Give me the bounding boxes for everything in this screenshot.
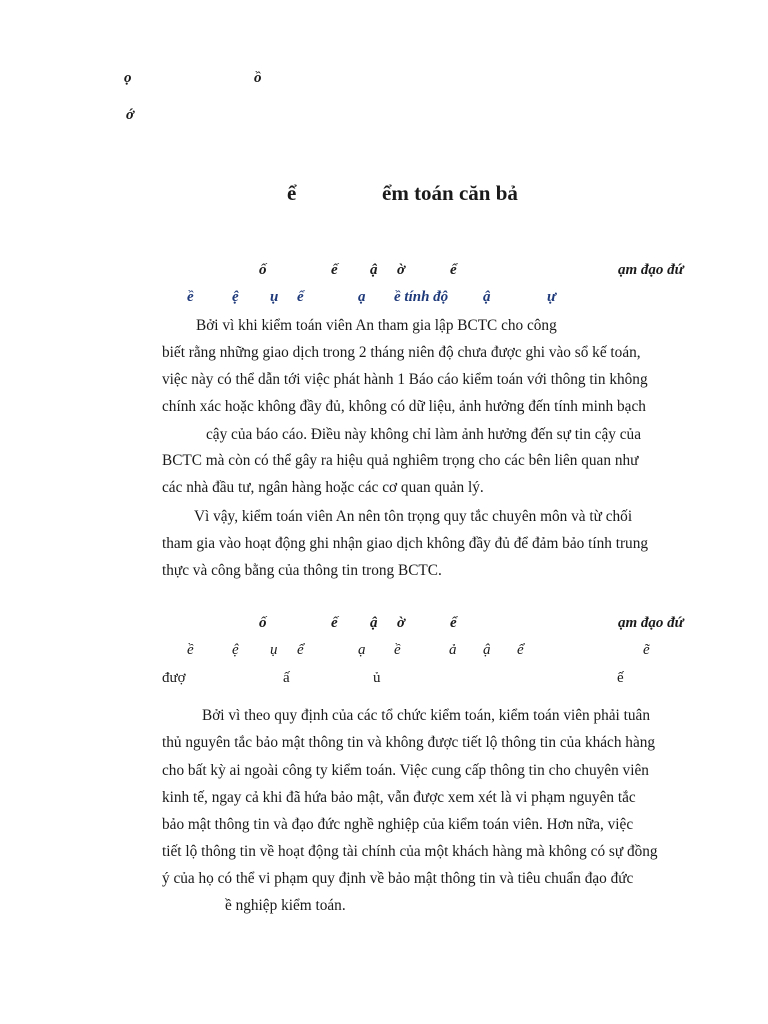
- question-subheading-fragment: ể: [517, 642, 524, 658]
- answer-line: thực và công bằng của thông tin trong BCTC.: [162, 562, 442, 579]
- answer-line: chính xác hoặc không đầy đủ, không có dữ liệu, ảnh hưởng đến tính minh bạch: [162, 398, 646, 415]
- answer-line: kinh tế, ngay cả khi đã hứa bảo mật, vẫn được xem xét là vi phạm nguyên tắc: [162, 789, 636, 806]
- question-heading-fragment: ậ: [370, 262, 378, 278]
- answer-line: Vì vậy, kiểm toán viên An nên tôn trọng quy tắc chuyên môn và từ chối: [194, 508, 633, 525]
- page-title: ểm toán căn bả: [382, 181, 518, 205]
- answer-line: biết rằng những giao dịch trong 2 tháng niên độ chưa được ghi vào sổ kế toán,: [162, 344, 641, 361]
- question-heading-fragment: ể: [450, 615, 457, 631]
- question-heading-fragment: ố: [259, 615, 267, 631]
- header-fragment: ồ: [254, 70, 262, 86]
- question-subheading-fragment: ạ: [358, 289, 366, 305]
- question-heading-fragment: ế: [331, 615, 338, 631]
- question-subheading-fragment: ệ: [232, 642, 239, 658]
- question-heading-fragment: ờ: [397, 615, 406, 631]
- answer-line: ý của họ có thể vi phạm quy định về bảo mật thông tin và tiêu chuẩn đạo đức: [162, 870, 634, 887]
- question-subheading-fragment: ậ: [483, 642, 491, 658]
- question-subheading-fragment: ụ: [270, 642, 278, 658]
- answer-line: việc này có thể dẫn tới việc phát hành 1 Báo cáo kiểm toán với thông tin không: [162, 371, 648, 388]
- question-heading-fragment: ố: [259, 262, 267, 278]
- question-subheading-fragment: ụ: [270, 289, 279, 305]
- question-heading-fragment: ế: [331, 262, 338, 278]
- answer-line: BCTC mà còn có thể gây ra hiệu quả nghiêm trọng cho các bên liên quan như: [162, 452, 639, 469]
- header-fragment: ớ: [126, 107, 135, 123]
- question-subheading-fragment: ề: [187, 289, 194, 305]
- question-heading-fragment: ậ: [370, 615, 378, 631]
- question-heading-fragment: ể: [450, 262, 457, 278]
- question-heading-fragment: ờ: [397, 262, 406, 278]
- answer-line: ề nghiệp kiểm toán.: [225, 897, 346, 914]
- question-subheading-fragment: ề: [187, 642, 194, 658]
- answer-line: Bởi vì theo quy định của các tổ chức kiểm toán, kiểm toán viên phải tuân: [202, 707, 650, 724]
- question-subheading-fragment: ậ: [483, 289, 491, 305]
- answer-line: thủ nguyên tắc bảo mật thông tin và không được tiết lộ thông tin của khách hàng: [162, 734, 656, 751]
- header-fragment: ọ: [124, 70, 132, 86]
- answer-line: bảo mật thông tin và đạo đức nghề nghiệp của kiểm toán viên. Hơn nữa, việc: [162, 816, 634, 833]
- question-subheading-fragment: ự: [547, 289, 556, 305]
- question-heading-fragment: ạm đạo đứ: [618, 615, 684, 631]
- question-subheading-fragment: ệ: [232, 289, 239, 305]
- answer-line: Bởi vì khi kiểm toán viên An tham gia lập BCTC cho công: [196, 317, 557, 334]
- question-heading-fragment: ạm đạo đứ: [618, 262, 684, 278]
- page-title-fragment: ể: [287, 181, 297, 205]
- question-subheading-fragment: ấ: [283, 670, 290, 686]
- question-subheading-fragment: ể: [297, 289, 304, 305]
- answer-line: tiết lộ thông tin về hoạt động tài chính của một khách hàng mà không có sự đồng: [162, 843, 658, 860]
- question-subheading-fragment: ề: [394, 642, 401, 658]
- question-subheading-fragment: ề tính độ: [394, 289, 449, 305]
- question-subheading-fragment: ả: [449, 642, 457, 658]
- answer-line: các nhà đầu tư, ngân hàng hoặc các cơ quan quản lý.: [162, 479, 484, 496]
- question-subheading-fragment: ẽ: [643, 642, 650, 658]
- question-subheading-fragment: ể: [297, 642, 304, 658]
- question-subheading-fragment: ạ: [358, 642, 366, 658]
- question-subheading-fragment: ủ: [373, 670, 381, 686]
- answer-line: cho bất kỳ ai ngoài công ty kiểm toán. Việc cung cấp thông tin cho chuyên viên: [162, 762, 649, 779]
- answer-line: cậy của báo cáo. Điều này không chỉ làm ảnh hưởng đến sự tin cậy của: [206, 426, 641, 443]
- question-subheading-fragment: đượ: [162, 670, 186, 686]
- answer-line: tham gia vào hoạt động ghi nhận giao dịch không đầy đủ để đảm bảo tính trung: [162, 535, 649, 552]
- question-subheading-fragment: ế: [617, 670, 624, 686]
